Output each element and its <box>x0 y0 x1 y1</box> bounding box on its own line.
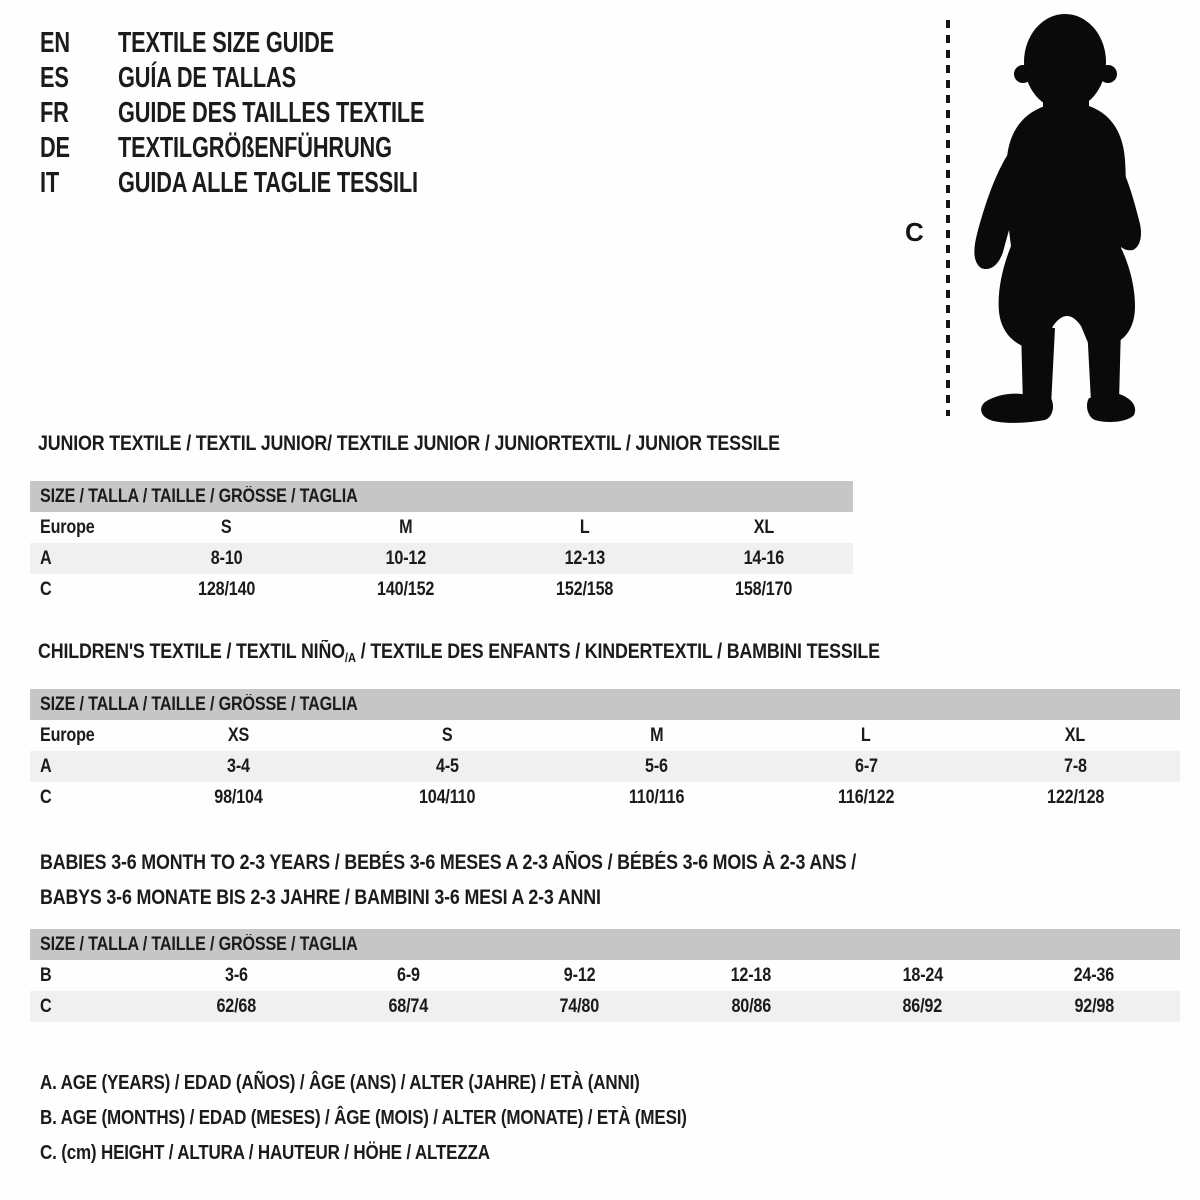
size-cell: 12-18 <box>730 964 772 986</box>
lang-code: FR <box>40 97 69 129</box>
size-cell: 116/122 <box>837 786 895 808</box>
size-cell: 4-5 <box>436 755 459 777</box>
lang-row-de <box>40 131 527 166</box>
row-label: B <box>40 964 52 986</box>
toddler-silhouette-icon <box>893 8 1153 428</box>
row-label: A <box>40 755 52 777</box>
size-cell: 9-12 <box>563 964 596 986</box>
row-label: A <box>40 547 52 569</box>
size-cell: L <box>579 516 590 538</box>
legend <box>40 1066 801 1171</box>
lang-row-es <box>40 61 527 96</box>
table-row-height <box>30 991 1180 1022</box>
table-row-age <box>30 751 1180 782</box>
size-header-label: SIZE / TALLA / TAILLE / GRÖSSE / TAGLIA <box>40 933 358 955</box>
size-cell: 158/170 <box>734 578 793 600</box>
size-cell: 104/110 <box>419 786 476 808</box>
size-cell: 62/68 <box>216 995 257 1017</box>
size-cell: 68/74 <box>388 995 428 1017</box>
figure-c-label: C <box>905 217 924 247</box>
size-cell: 6-7 <box>854 755 878 777</box>
lang-row-it <box>40 166 527 201</box>
row-label: Europe <box>40 724 95 746</box>
row-label: C <box>40 995 52 1017</box>
size-cell: S <box>221 516 232 538</box>
junior-section-title: JUNIOR TEXTILE / TEXTIL JUNIOR/ TEXTILE JUNIOR / JUNIORTEXTIL / JUNIOR TESSILE <box>38 432 780 455</box>
babies-size-table <box>30 929 1180 1022</box>
size-cell: 12-13 <box>564 547 605 569</box>
size-header-label: SIZE / TALLA / TAILLE / GRÖSSE / TAGLIA <box>40 485 358 507</box>
size-cell: 92/98 <box>1074 995 1114 1017</box>
lang-code: IT <box>40 167 60 199</box>
size-cell: 152/158 <box>555 578 614 600</box>
table-row-europe <box>30 720 1180 751</box>
table-row-months <box>30 960 1180 991</box>
size-header-row <box>30 689 1180 720</box>
row-label: C <box>40 578 52 600</box>
junior-size-table <box>30 481 853 605</box>
size-cell: 98/104 <box>213 786 263 808</box>
size-cell: M <box>650 724 664 746</box>
legend-line-b: B. AGE (MONTHS) / EDAD (MESES) / ÂGE (MOIS) / ALTER (MONATE) / ETÀ (MESI) <box>40 1107 687 1129</box>
lang-title: TEXTILE SIZE GUIDE <box>118 27 335 59</box>
babies-section-title <box>40 845 1000 915</box>
size-cell: 14-16 <box>743 547 784 569</box>
children-title-subscript: /A <box>344 650 356 665</box>
size-cell: M <box>398 516 413 538</box>
size-cell: 8-10 <box>210 547 243 569</box>
size-cell: XS <box>227 724 249 746</box>
lang-row-fr <box>40 96 527 131</box>
lang-title: GUIDE DES TAILLES TEXTILE <box>118 97 425 129</box>
size-cell: 140/152 <box>376 578 435 600</box>
size-cell: L <box>861 724 871 746</box>
children-size-table <box>30 689 1180 813</box>
toddler-silhouette <box>974 14 1141 423</box>
babies-title-line1: BABIES 3-6 MONTH TO 2-3 YEARS / BEBÉS 3-6 MESES A 2-3 AÑOS / BÉBÉS 3-6 MOIS À 2-3 ANS / <box>40 851 857 874</box>
size-cell: XL <box>1065 724 1086 746</box>
size-header-label: SIZE / TALLA / TAILLE / GRÖSSE / TAGLIA <box>40 693 358 715</box>
language-header <box>40 26 527 201</box>
legend-line-a: A. AGE (YEARS) / EDAD (AÑOS) / ÂGE (ANS) / ALTER (JAHRE) / ETÀ (ANNI) <box>40 1072 640 1094</box>
size-cell: S <box>442 724 453 746</box>
children-title-prefix: CHILDREN'S TEXTILE / TEXTIL NIÑO <box>38 640 345 663</box>
children-section-title <box>38 640 1028 670</box>
size-cell: 3-4 <box>226 755 250 777</box>
size-cell: 18-24 <box>902 964 943 986</box>
size-cell: XL <box>753 516 774 538</box>
lang-title: TEXTILGRÖßENFÜHRUNG <box>118 132 392 164</box>
row-label: C <box>40 786 52 808</box>
size-cell: 10-12 <box>385 547 426 569</box>
legend-line-c: C. (cm) HEIGHT / ALTURA / HAUTEUR / HÖHE / ALTEZZA <box>40 1142 490 1164</box>
lang-row-en <box>40 26 527 61</box>
figure-height-measure <box>893 8 1153 428</box>
table-row-europe <box>30 512 853 543</box>
size-cell: 7-8 <box>1063 755 1087 777</box>
size-cell: 6-9 <box>396 964 420 986</box>
lang-code: EN <box>40 27 70 59</box>
size-cell: 122/128 <box>1046 786 1104 808</box>
lang-title: GUÍA DE TALLAS <box>118 62 296 94</box>
babies-title-line2: BABYS 3-6 MONATE BIS 2-3 JAHRE / BAMBINI 3-6 MESI A 2-3 ANNI <box>40 886 601 909</box>
size-cell: 3-6 <box>225 964 249 986</box>
lang-title: GUIDA ALLE TAGLIE TESSILI <box>118 167 418 199</box>
row-label: Europe <box>40 516 95 538</box>
size-cell: 80/86 <box>731 995 771 1017</box>
children-title-suffix: / TEXTILE DES ENFANTS / KINDERTEXTIL / BAMBINI TESSILE <box>355 640 880 663</box>
size-cell: 24-36 <box>1073 964 1115 986</box>
table-row-height <box>30 574 853 605</box>
size-cell: 86/92 <box>902 995 943 1017</box>
size-cell: 74/80 <box>559 995 600 1017</box>
size-cell: 128/140 <box>197 578 256 600</box>
table-row-height <box>30 782 1180 813</box>
size-cell: 5-6 <box>645 755 669 777</box>
size-header-row <box>30 481 853 512</box>
size-cell: 110/116 <box>629 786 685 808</box>
lang-code: DE <box>40 132 70 164</box>
size-header-row <box>30 929 1180 960</box>
lang-code: ES <box>40 62 69 94</box>
table-row-age <box>30 543 853 574</box>
